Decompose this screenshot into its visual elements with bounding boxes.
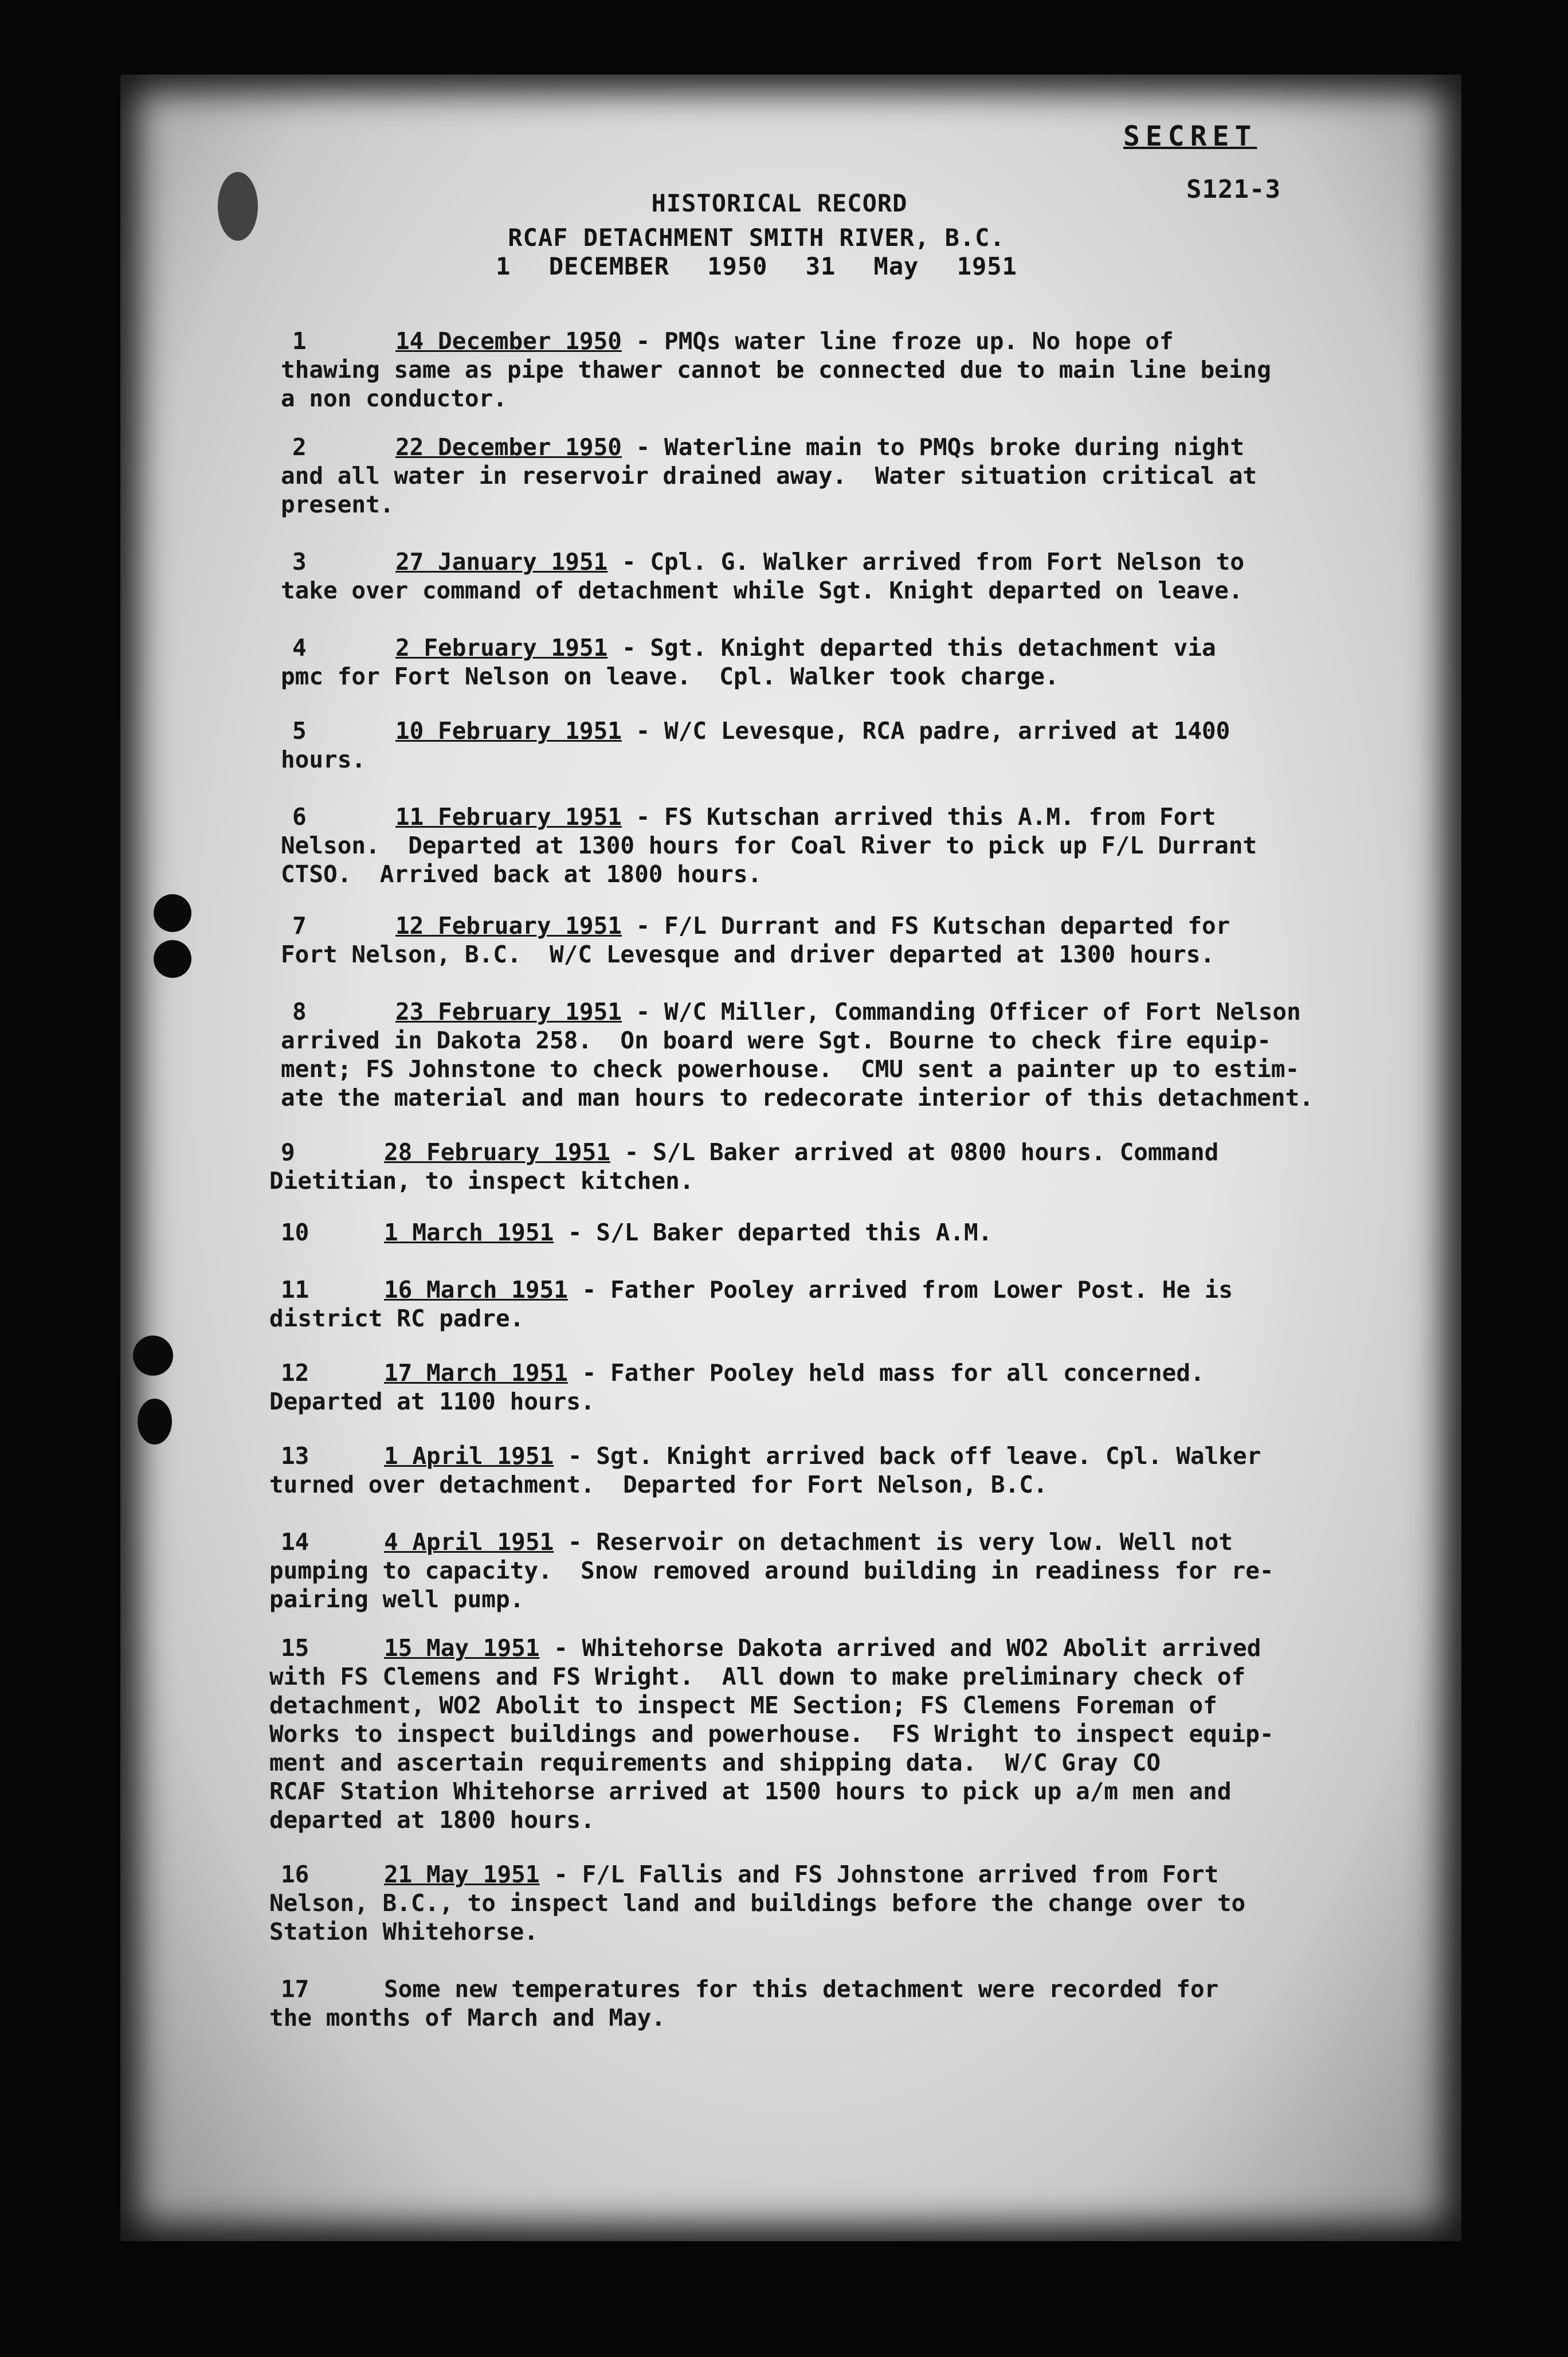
entry-text: - Reservoir on detachment is very low. Well not [554,1528,1233,1556]
entry-4 [281,633,1347,691]
entry-number: 8 [292,998,307,1025]
entry-10 [281,1218,1335,1247]
entry-date: 22 December 1950 [395,433,622,461]
entry-5 [281,717,1347,774]
punch-hole [138,1399,172,1444]
entry-continuation: pumping to capacity. Snow removed around building in readiness for re- pairing well pump. [269,1557,1274,1613]
entry-7 [281,911,1347,969]
entry-number: 16 [281,1861,309,1888]
entry-date: 21 May 1951 [384,1861,540,1888]
punch-hole [154,940,191,978]
entry-continuation: Fort Nelson, B.C. W/C Levesque and driver departed at 1300 hours. [281,941,1215,968]
entry-text: Some new temperatures for this detachment were recorded for [384,1975,1219,2003]
entry-date: 12 February 1951 [395,912,622,939]
entry-15 [269,1634,1335,1834]
entry-text: - Father Pooley arrived from Lower Post. He is [567,1276,1233,1303]
entry-date: 1 March 1951 [384,1219,554,1246]
entry-8 [281,997,1347,1112]
header-title: HISTORICAL RECORD [651,189,908,217]
entry-date: 1 April 1951 [384,1442,554,1470]
entry-text: - Sgt. Knight arrived back off leave. Cpl. Walker [554,1442,1261,1470]
entry-text: - Father Pooley held mass for all concerned. [567,1359,1205,1387]
entry-text: - Cpl. G. Walker arrived from Fort Nelson to [607,548,1245,575]
header-period: 1 DECEMBER 1950 31 May 1951 [496,252,1017,280]
entry-date: 11 February 1951 [395,803,622,831]
entry-continuation: the months of March and May. [269,2004,666,2031]
entry-date: 23 February 1951 [395,998,622,1025]
entry-text: - FS Kutschan arrived this A.M. from Fort [621,803,1216,831]
entry-number: 11 [281,1276,309,1303]
entry-continuation: arrived in Dakota 258. On board were Sgt. Bourne to check fire equip- ment; FS Johnstone to check powerhouse. CMU sent a painter up to estim- ate the material and man hours to redecorate interior of this detachment. [281,1027,1314,1111]
entry-6 [281,802,1347,888]
entry-text: - W/C Miller, Commanding Officer of Fort Nelson [621,998,1301,1025]
entry-date: 4 April 1951 [384,1528,554,1556]
entry-text: - PMQs water line froze up. No hope of [621,327,1174,355]
entry-17 [269,1975,1335,2032]
entry-continuation: Nelson. Departed at 1300 hours for Coal River to pick up F/L Durrant CTSO. Arrived back at 1800 hours. [281,832,1257,888]
entry-text: - Waterline main to PMQs broke during night [621,433,1245,461]
entry-date: 10 February 1951 [395,717,622,745]
entry-date: 17 March 1951 [384,1359,568,1387]
punch-hole [154,894,191,932]
entry-number: 10 [281,1219,309,1246]
entry-12 [269,1358,1335,1416]
entry-continuation: Departed at 1100 hours. [269,1388,595,1415]
entry-number: 15 [281,1634,309,1662]
entry-number: 17 [281,1975,309,2003]
entry-date: 2 February 1951 [395,634,608,661]
document-id: S121-3 [1186,175,1281,204]
entry-continuation: and all water in reservoir drained away. Water situation critical at present. [281,462,1257,518]
entry-16 [269,1860,1335,1946]
entry-1 [281,327,1347,413]
entry-number: 14 [281,1528,309,1556]
entry-text: - S/L Baker departed this A.M. [554,1219,993,1246]
entry-continuation: hours. [281,746,366,773]
entry-number: 6 [292,803,307,831]
classification-stamp: SECRET [1123,120,1257,152]
entry-continuation: pmc for Fort Nelson on leave. Cpl. Walker took charge. [281,663,1059,690]
entry-continuation: Nelson, B.C., to inspect land and buildings before the change over to Station Whitehorse. [269,1889,1246,1945]
entry-text: - Whitehorse Dakota arrived and WO2 Abolit arrived [539,1634,1261,1662]
entry-date: 16 March 1951 [384,1276,568,1303]
entry-text: - S/L Baker arrived at 0800 hours. Command [610,1138,1219,1166]
entry-2 [281,433,1347,519]
entry-9 [269,1138,1335,1195]
entry-number: 4 [292,634,307,661]
entry-text: - F/L Durrant and FS Kutschan departed for [621,912,1230,939]
entry-number: 1 [292,327,307,355]
entry-continuation: with FS Clemens and FS Wright. All down to make preliminary check of detachment, WO2 Abolit to inspect ME Section; FS Clemens Foreman of Works to inspect buildings and powerhouse. FS Wright to inspect equip- ment and ascertain requirements and shipping data. W/C Gray CO RCAF Station Whitehorse arrived at 1500 hours to pick up a/m men and departed at 1800 hours. [269,1663,1274,1834]
entry-continuation: district RC padre. [269,1305,524,1332]
entry-number: 3 [292,548,307,575]
entry-date: 14 December 1950 [395,327,622,355]
entry-13 [269,1442,1335,1499]
entry-date: 15 May 1951 [384,1634,540,1662]
entry-11 [269,1275,1335,1333]
entry-number: 9 [281,1138,295,1166]
entry-3 [281,547,1347,605]
entry-continuation: Dietitian, to inspect kitchen. [269,1167,694,1195]
entry-number: 7 [292,912,307,939]
entry-number: 13 [281,1442,309,1470]
entry-number: 2 [292,433,307,461]
entry-text: - F/L Fallis and FS Johnstone arrived from Fort [539,1861,1219,1888]
entry-text: - Sgt. Knight departed this detachment via [607,634,1216,661]
entry-continuation: turned over detachment. Departed for Fort Nelson, B.C. [269,1471,1048,1498]
entry-text: - W/C Levesque, RCA padre, arrived at 1400 [621,717,1230,745]
header-unit: RCAF DETACHMENT SMITH RIVER, B.C. [508,224,1005,252]
entry-continuation: take over command of detachment while Sgt. Knight departed on leave. [281,577,1243,604]
entry-continuation: thawing same as pipe thawer cannot be connected due to main line being a non conductor. [281,356,1271,412]
entry-14 [269,1528,1335,1614]
punch-hole [133,1336,173,1376]
entry-number: 12 [281,1359,309,1387]
entry-date: 28 February 1951 [384,1138,610,1166]
entry-number: 5 [292,717,307,745]
entry-date: 27 January 1951 [395,548,608,575]
